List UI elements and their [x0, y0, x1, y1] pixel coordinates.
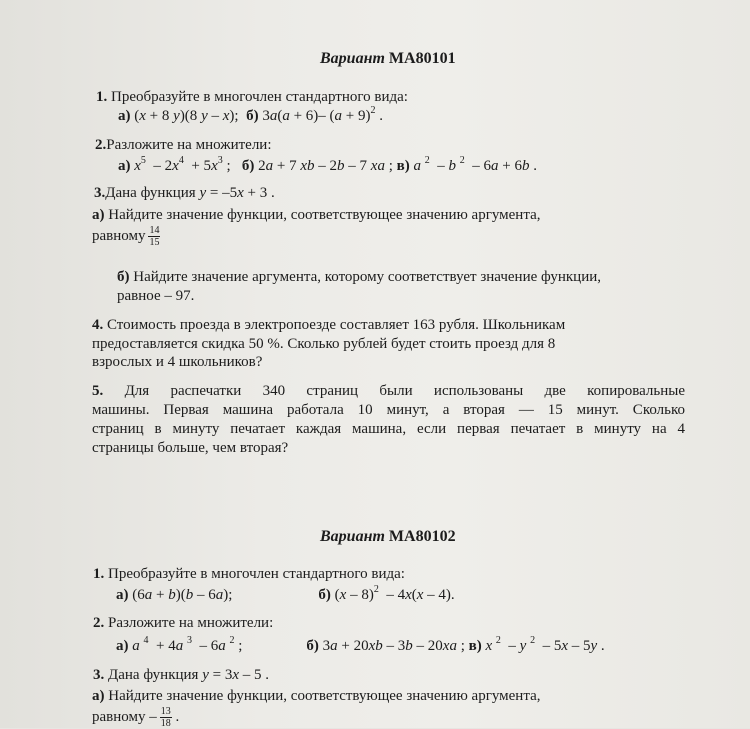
v1-q3a-line1: а) Найдите значение функции, соответствующее значению аргумента,: [92, 207, 541, 223]
v1-q1-heading: 1. Преобразуйте в многочлен стандартного вида:: [96, 89, 408, 105]
v2-q3a-line2: равному – $\frac{13}{18}$ .: [92, 706, 180, 729]
v1-q3b-line2: равное – 97.: [117, 288, 195, 304]
v1-q3a-line2: равному $\frac{14}{15}$: [92, 225, 160, 248]
v2-q3a-fraction: $\frac{13}{18}$: [160, 706, 171, 729]
v1-q3b-line1: б) Найдите значение аргумента, которому соответствует значение функции,: [117, 269, 602, 285]
v1-q5-line3: страниц в минуту печатает каждая машина, если первая печатает в минуту на 4: [92, 421, 685, 437]
v1-q5-line1: 5. Для распечатки 340 страниц были использованы две копировальные: [92, 383, 685, 399]
variant1-title: Вариант МА80101: [320, 50, 456, 67]
v1-q4-line2: предоставляется скидка 50 %. Сколько рублей будет стоить проезд для 8: [92, 336, 556, 352]
v1-q2-expressions: а) $x^5 - 2x^4 + 5x^3$ ; б) 2a + 7 xb – 2b – 7 xa ; в) a $^2$ – b $^2$ – 6a + 6b .: [118, 155, 537, 174]
v1-q1-expressions: а) (x + 8 y)(8 y – x); б) 3a(a + 6)– $(a + 9)^2$ .: [118, 105, 383, 124]
v2-q3a-line1: а) Найдите значение функции, соответствующее значению аргумента,: [92, 688, 541, 704]
v2-q2-expressions: а) a $^4$ + 4a $^3$ – 6a $^2$ ; б) 3a + 20xb – 3b – 20xa ; в) x $^2$ – y $^2$ – 5x – 5y .: [116, 635, 605, 654]
v2-q2-heading: 2. Разложите на множители:: [93, 615, 274, 631]
v1-q5-line2: машины. Первая машина работала 10 минут, а вторая — 15 минут. Сколько: [92, 402, 685, 418]
v1-q2-heading: 2.Разложите на множители:: [95, 137, 272, 153]
v2-q1-expressions: а) (6a + b)(b – 6a); б) (x – 8)$^2$ – 4x(x – 4).: [116, 584, 455, 603]
v2-q1-heading: 1. Преобразуйте в многочлен стандартного вида:: [93, 566, 405, 582]
v1-q3-heading: 3.Дана функция y = –5x + 3 .: [94, 185, 275, 201]
v1-q4-line1: 4. Стоимость проезда в электропоезде составляет 163 рубля. Школьникам: [92, 317, 566, 333]
variant2-title: Вариант МА80102: [320, 528, 456, 545]
v2-q3-heading: 3. Дана функция y = 3x – 5 .: [93, 667, 270, 683]
v1-q3a-fraction: $\frac{14}{15}$: [149, 225, 160, 248]
v1-q5-line4: страницы больше, чем вторая?: [92, 440, 289, 456]
v1-q4-line3: взрослых и 4 школьников?: [92, 354, 263, 370]
